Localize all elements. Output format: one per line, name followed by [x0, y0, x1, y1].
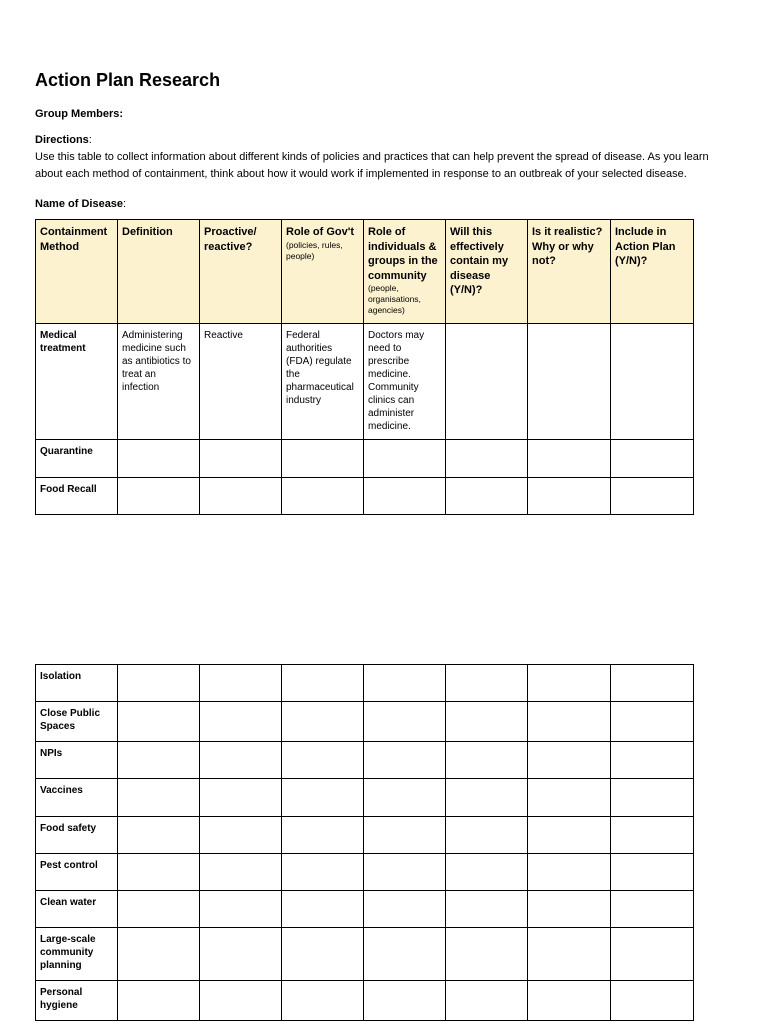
- proactive-cell[interactable]: [200, 665, 282, 702]
- govt-role-cell[interactable]: [282, 478, 364, 515]
- method-cell: Clean water: [36, 891, 118, 928]
- realistic-cell[interactable]: [528, 324, 611, 440]
- effective-cell[interactable]: [446, 478, 528, 515]
- group-members-label: Group Members:: [35, 108, 124, 120]
- include-cell[interactable]: [611, 702, 694, 742]
- govt-role-cell[interactable]: [282, 928, 364, 981]
- proactive-cell[interactable]: [200, 928, 282, 981]
- include-cell[interactable]: [611, 665, 694, 702]
- include-cell[interactable]: [611, 742, 694, 779]
- community-role-cell[interactable]: [364, 891, 446, 928]
- disease-name-line: [35, 198, 126, 210]
- table-row: [36, 440, 694, 478]
- realistic-cell[interactable]: [528, 981, 611, 1021]
- proactive-cell[interactable]: Reactive: [200, 324, 282, 440]
- method-cell: Personal hygiene: [36, 981, 118, 1021]
- govt-role-cell[interactable]: [282, 891, 364, 928]
- govt-role-cell[interactable]: [282, 779, 364, 817]
- definition-cell[interactable]: [118, 854, 200, 891]
- effective-cell[interactable]: [446, 817, 528, 854]
- realistic-cell[interactable]: [528, 928, 611, 981]
- community-role-cell[interactable]: [364, 440, 446, 478]
- definition-cell[interactable]: [118, 891, 200, 928]
- proactive-cell[interactable]: [200, 779, 282, 817]
- definition-cell[interactable]: [118, 779, 200, 817]
- govt-role-cell[interactable]: [282, 440, 364, 478]
- community-role-cell[interactable]: [364, 779, 446, 817]
- method-cell: Large-scale community planning: [36, 928, 118, 981]
- definition-cell[interactable]: [118, 702, 200, 742]
- effective-cell[interactable]: [446, 928, 528, 981]
- proactive-cell[interactable]: [200, 891, 282, 928]
- table-row: [36, 324, 694, 440]
- method-cell: Isolation: [36, 665, 118, 702]
- header-row: [36, 220, 694, 324]
- community-role-cell[interactable]: [364, 817, 446, 854]
- govt-role-cell[interactable]: [282, 981, 364, 1021]
- disease-label: Name of Disease: [35, 198, 124, 210]
- govt-role-cell[interactable]: Federal authorities (FDA) regulate the pharmaceutical industry: [282, 324, 364, 440]
- community-role-cell[interactable]: [364, 478, 446, 515]
- proactive-cell[interactable]: [200, 854, 282, 891]
- header-containment-method: Containment Method: [36, 220, 118, 324]
- directions-text: Use this table to collect information about different kinds of policies and practices that can help prevent the spread of disease. As you learn about each method of containment, think about how it would work if implemented in response to an outbreak of your selected disease.: [35, 151, 709, 180]
- realistic-cell[interactable]: [528, 702, 611, 742]
- header-role-of-govt: Role of Gov't (policies, rules, people): [282, 220, 364, 324]
- govt-role-cell[interactable]: [282, 817, 364, 854]
- realistic-cell[interactable]: [528, 854, 611, 891]
- effective-cell[interactable]: [446, 440, 528, 478]
- header-role-of-individuals: Role of individuals & groups in the community (people, organisations, agencies): [364, 220, 446, 324]
- effective-cell[interactable]: [446, 324, 528, 440]
- realistic-cell[interactable]: [528, 742, 611, 779]
- page-title: Action Plan Research: [35, 70, 221, 90]
- method-cell: Close Public Spaces: [36, 702, 118, 742]
- table-row: [36, 891, 694, 928]
- include-cell[interactable]: [611, 779, 694, 817]
- definition-cell[interactable]: [118, 928, 200, 981]
- method-cell: Medical treatment: [36, 324, 118, 440]
- proactive-cell[interactable]: [200, 702, 282, 742]
- proactive-cell[interactable]: [200, 817, 282, 854]
- header-proactive-reactive: Proactive/ reactive?: [200, 220, 282, 324]
- community-role-cell[interactable]: [364, 928, 446, 981]
- table-row: [36, 854, 694, 891]
- header-role-of-individuals-note: (people, organisations, agencies): [368, 283, 421, 315]
- method-cell: Food safety: [36, 817, 118, 854]
- community-role-cell[interactable]: [364, 702, 446, 742]
- definition-cell[interactable]: [118, 981, 200, 1021]
- realistic-cell[interactable]: [528, 665, 611, 702]
- include-cell[interactable]: [611, 854, 694, 891]
- community-role-cell[interactable]: [364, 981, 446, 1021]
- include-cell[interactable]: [611, 928, 694, 981]
- community-role-cell[interactable]: [364, 854, 446, 891]
- effective-cell[interactable]: [446, 702, 528, 742]
- method-cell: Pest control: [36, 854, 118, 891]
- method-cell: Quarantine: [36, 440, 118, 478]
- header-role-of-govt-note: (policies, rules, people): [286, 239, 343, 261]
- community-role-cell[interactable]: [364, 742, 446, 779]
- community-role-cell[interactable]: Doctors may need to prescribe medicine. Community clinics can administer medicine.: [364, 324, 446, 440]
- realistic-cell[interactable]: [528, 779, 611, 817]
- method-cell: Vaccines: [36, 779, 118, 817]
- table-row: [36, 981, 694, 1021]
- include-cell[interactable]: [611, 324, 694, 440]
- table-row: [36, 665, 694, 702]
- effective-cell[interactable]: [446, 981, 528, 1021]
- definition-cell[interactable]: [118, 817, 200, 854]
- definition-cell[interactable]: [118, 742, 200, 779]
- govt-role-cell[interactable]: [282, 854, 364, 891]
- proactive-cell[interactable]: [200, 440, 282, 478]
- table-row: [36, 779, 694, 817]
- proactive-cell[interactable]: [200, 742, 282, 779]
- include-cell[interactable]: [611, 817, 694, 854]
- effective-cell[interactable]: [446, 854, 528, 891]
- definition-cell[interactable]: Administering medicine such as antibiotics to treat an infection: [118, 324, 200, 440]
- effective-cell[interactable]: [446, 742, 528, 779]
- table-row: [36, 817, 694, 854]
- realistic-cell[interactable]: [528, 478, 611, 515]
- effective-cell[interactable]: [446, 779, 528, 817]
- govt-role-cell[interactable]: [282, 742, 364, 779]
- govt-role-cell[interactable]: [282, 702, 364, 742]
- include-cell[interactable]: [611, 478, 694, 515]
- table-row: [36, 478, 694, 515]
- header-effective: Will this effectively contain my disease (Y/N)?: [446, 220, 528, 324]
- header-include: Include in Action Plan (Y/N)?: [611, 220, 694, 324]
- realistic-cell[interactable]: [528, 440, 611, 478]
- definition-cell[interactable]: [118, 440, 200, 478]
- table-row: [36, 742, 694, 779]
- definition-cell[interactable]: [118, 478, 200, 515]
- definition-cell[interactable]: [118, 665, 200, 702]
- proactive-cell[interactable]: [200, 981, 282, 1021]
- table-row: [36, 702, 694, 742]
- research-table: [35, 219, 694, 515]
- disease-colon: :: [123, 198, 127, 210]
- include-cell[interactable]: [611, 440, 694, 478]
- header-realistic: Is it realistic? Why or why not?: [528, 220, 611, 324]
- effective-cell[interactable]: [446, 891, 528, 928]
- include-cell[interactable]: [611, 981, 694, 1021]
- directions-label: Directions: [35, 134, 89, 146]
- proactive-cell[interactable]: [200, 478, 282, 515]
- govt-role-cell[interactable]: [282, 665, 364, 702]
- realistic-cell[interactable]: [528, 891, 611, 928]
- community-role-cell[interactable]: [364, 665, 446, 702]
- directions-heading: [35, 134, 92, 146]
- header-definition: Definition: [118, 220, 200, 324]
- table-row: [36, 928, 694, 981]
- method-cell: NPIs: [36, 742, 118, 779]
- effective-cell[interactable]: [446, 665, 528, 702]
- method-cell: Food Recall: [36, 478, 118, 515]
- realistic-cell[interactable]: [528, 817, 611, 854]
- include-cell[interactable]: [611, 891, 694, 928]
- directions-colon: :: [88, 134, 92, 146]
- research-table-continued: [35, 664, 694, 1021]
